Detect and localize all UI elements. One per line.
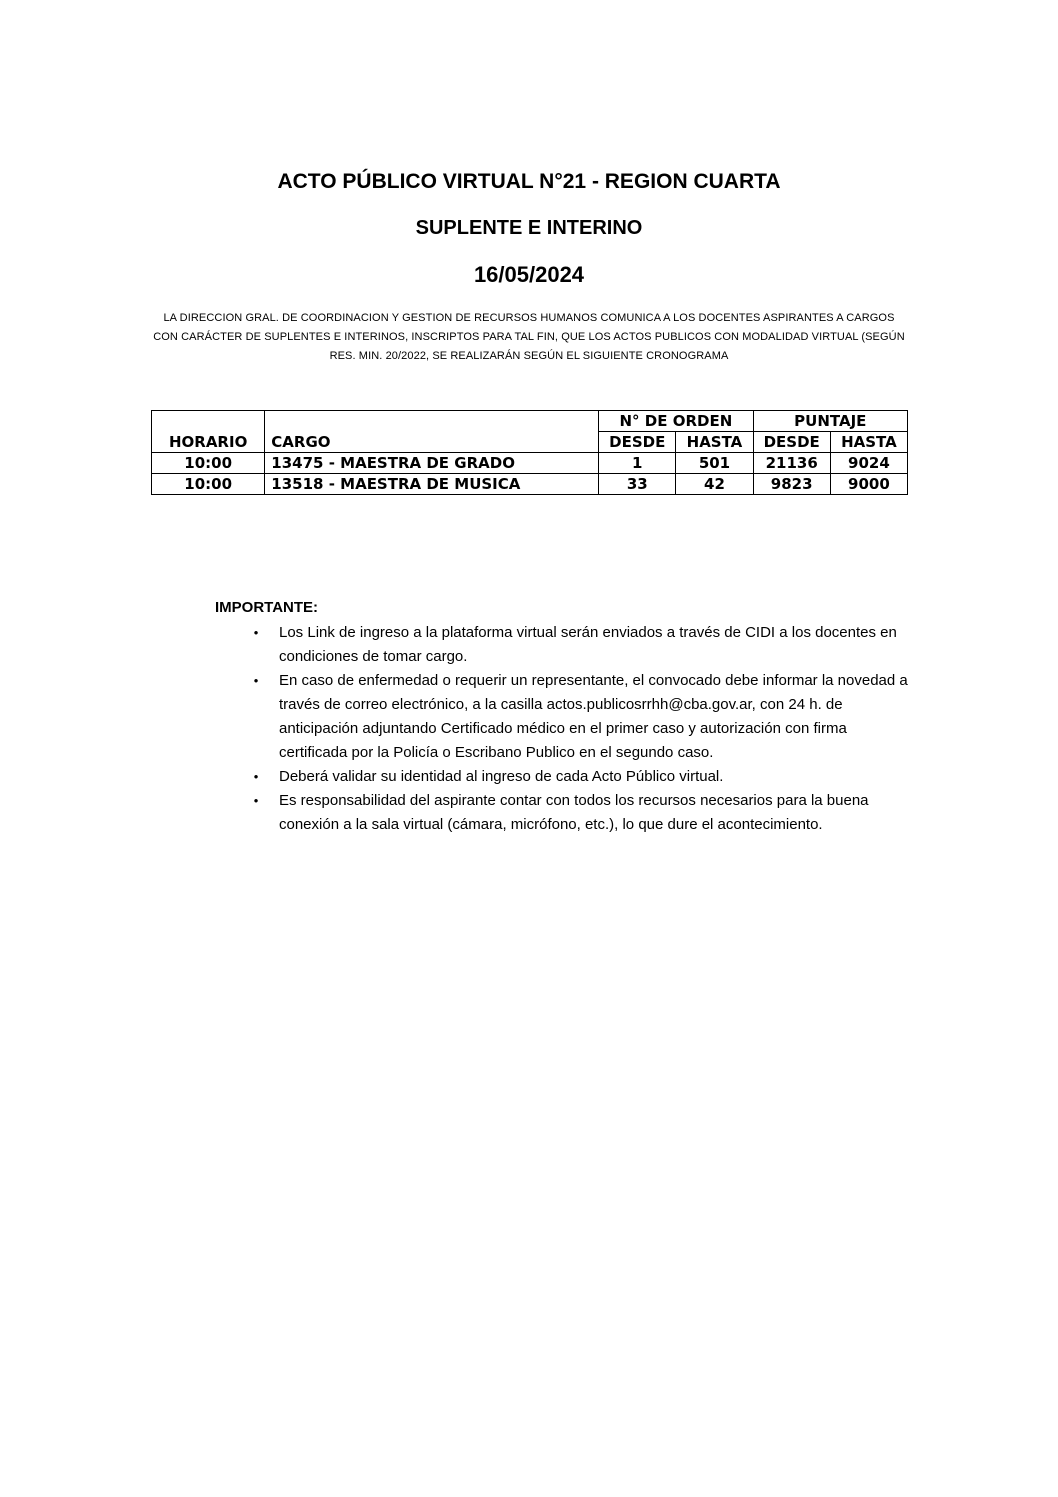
list-item — [253, 669, 911, 765]
cell-orden-hasta: 42 — [676, 474, 753, 495]
table-header-row — [152, 411, 908, 432]
list-item — [253, 789, 911, 837]
header-orden-hasta: HASTA — [676, 432, 753, 453]
cell-puntaje-desde: 21136 — [753, 453, 830, 474]
header-puntaje-desde: DESDE — [753, 432, 830, 453]
bullet-icon: • — [253, 625, 259, 640]
important-list — [253, 621, 911, 837]
list-item-text: Es responsabilidad del aspirante contar con todos los recursos necesarios para la buena conexión a la sala virtual (cámara, micrófono, etc.), lo que dure el acontecimiento. — [279, 792, 869, 833]
list-item-text: Deberá validar su identidad al ingreso de cada Acto Público virtual. — [279, 768, 724, 785]
document-date: 16/05/2024 — [473, 262, 585, 287]
cell-horario: 10:00 — [152, 453, 265, 474]
cell-puntaje-desde: 9823 — [753, 474, 830, 495]
bullet-icon: • — [253, 769, 259, 784]
bullet-icon: • — [253, 673, 259, 688]
cell-orden-desde: 33 — [599, 474, 676, 495]
cell-horario: 10:00 — [152, 474, 265, 495]
list-item — [253, 765, 911, 789]
bullet-icon: • — [253, 793, 259, 808]
list-item-text: Los Link de ingreso a la plataforma virtual serán enviados a través de CIDI a los docentes en condiciones de tomar cargo. — [279, 624, 897, 665]
schedule-table — [151, 410, 908, 495]
header-cargo: CARGO — [265, 411, 599, 453]
header-orden-desde: DESDE — [599, 432, 676, 453]
page-subtitle: SUPLENTE E INTERINO — [415, 217, 643, 239]
list-item — [253, 621, 911, 669]
cell-puntaje-hasta: 9024 — [830, 453, 907, 474]
table-row — [152, 453, 908, 474]
list-item-text: En caso de enfermedad o requerir un representante, el convocado debe informar la novedad a través de correo electrónico, a la casilla actos.publicosrrhh@cba.gov.ar, con 24 h. de anticipación adjuntando Certificado médico en el primer caso y autorización con firma certificada por la Policía o Escribano Publico en el segundo caso. — [279, 672, 908, 761]
intro-paragraph: LA DIRECCION GRAL. DE COORDINACION Y GESTION DE RECURSOS HUMANOS COMUNICA A LOS DOCENTES ASPIRANTES A CARGOS CON CARÁCTER DE SUPLENTES E INTERINOS, INSCRIPTOS PARA TAL FIN, QUE LOS ACTOS PUBLICOS CON MODALIDAD VIRTUAL (SEGÚN RES. MIN. 20/2022, SE REALIZARÁN SEGÚN EL SIGUIENTE CRONOGRAMA — [153, 312, 905, 362]
header-orden: N° DE ORDEN — [599, 411, 753, 432]
header-puntaje: PUNTAJE — [753, 411, 907, 432]
table-row — [152, 474, 908, 495]
header-horario: HORARIO — [152, 411, 265, 453]
page-title: ACTO PÚBLICO VIRTUAL N°21 - REGION CUARTA — [277, 170, 781, 193]
cell-cargo: 13518 - MAESTRA DE MUSICA — [265, 474, 599, 495]
cell-orden-hasta: 501 — [676, 453, 753, 474]
important-label: IMPORTANTE: — [215, 599, 319, 616]
cell-puntaje-hasta: 9000 — [830, 474, 907, 495]
cell-cargo: 13475 - MAESTRA DE GRADO — [265, 453, 599, 474]
header-puntaje-hasta: HASTA — [830, 432, 907, 453]
cell-orden-desde: 1 — [599, 453, 676, 474]
